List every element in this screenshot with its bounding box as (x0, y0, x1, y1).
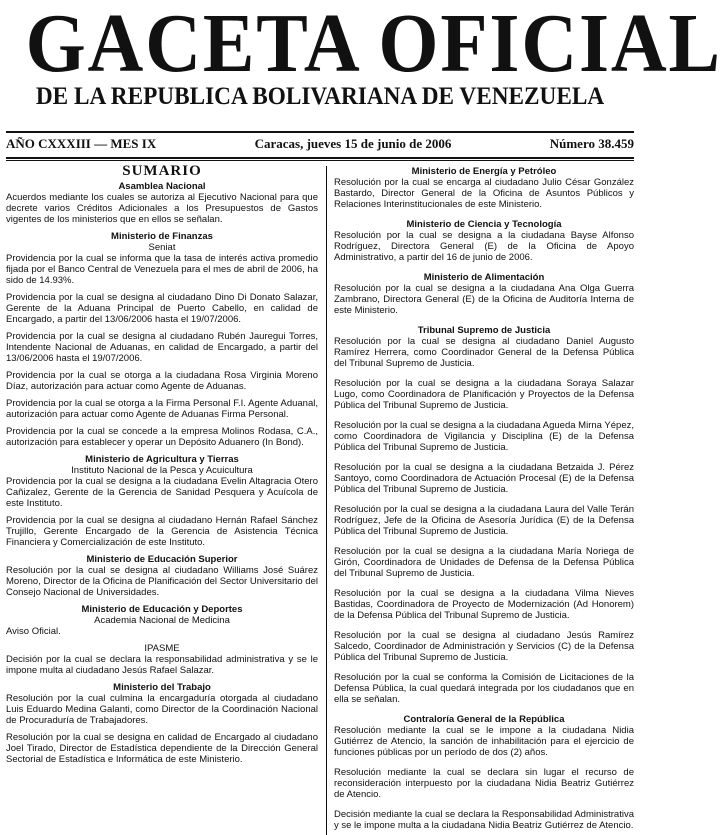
section-subheading: Instituto Nacional de la Pesca y Acuicultura (71, 465, 253, 476)
summary-item: Decisión mediante la cual se declara la Responsabilidad Administrativa y se le impone multa a la ciudadana Nidia Beatriz Gutiérrez de Atencio. (334, 809, 634, 831)
section-heading: Ministerio de Agricultura y Tierras (85, 454, 239, 465)
summary-item: Resolución por la cual se designa a la ciudadana Laura del Valle Terán Rodríguez, Jefe de la Oficina de Asesoría Jurídica (E) de la Defensa Pública del Tribunal Supremo de Justicia. (334, 504, 634, 537)
summary-item: Resolución mediante la cual se declara sin lugar el recurso de reconsideración interpuesto por la ciudadana Nidia Beatriz Gutiérrez de Atencio. (334, 767, 634, 800)
masthead-subtitle: DE LA REPUBLICA BOLIVARIANA DE VENEZUELA (35, 83, 605, 110)
issue-date: Caracas, jueves 15 de junio de 2006 (254, 136, 452, 151)
summary-item: Resolución por la cual se designa a la ciudadana Agueda Mirna Yépez, como Coordinadora de Vigilancia y Disciplina (E) de la Defensa Pública del Tribunal Supremo de Justicia. (334, 420, 634, 453)
masthead-title: GACETA OFICIAL (25, 0, 722, 90)
section-heading: Ministerio de Energía y Petróleo (411, 166, 557, 177)
summary-item: Resolución mediante la cual se le impone a la ciudadana Nidia Gutiérrez de Atencio, la sanción de inhabilitación para el ejercicio de funciones públicas por un período de dos (2) años. (334, 725, 634, 758)
section-heading: Ministerio de Finanzas (111, 231, 213, 242)
summary-item: Acuerdos mediante los cuales se autoriza al Ejecutivo Nacional para que decrete varios Créditos Adicionales a los Presupuestos de Gastos vigentes de los ministerios que en ellos se señalan. (6, 192, 318, 225)
summary-title: SUMARIO (122, 163, 202, 179)
summary-item: Resolución por la cual se designa a la ciudadana Vilma Nieves Bastidas, Coordinadora de Proyecto de Modernización (Ad Honorem) de la Defensa Pública del Tribunal Supremo de Justicia. (334, 588, 634, 621)
summary-item: Resolución por la cual se designa a la ciudadana Soraya Salazar Lugo, como Coordinadora de Planificación y Proyectos de la Defensa Pública del Tribunal Supremo de Justicia. (334, 378, 634, 411)
section-heading: IPASME (144, 643, 180, 654)
top-rule (6, 131, 634, 133)
summary-item: Resolución por la cual se designa al ciudadano Jesús Ramírez Salcedo, Coordinador de Administración y Servicios (C) de la Defensa Pública del Tribunal Supremo de Justicia. (334, 630, 634, 663)
summary-item: Providencia por la cual se designa al ciudadano Hernán Rafael Sánchez Trujillo, Gerente Encargado de la Gerencia de Asistencia Técnica Financiera y Comercialización de este Instituto. (6, 515, 318, 548)
section-heading: Ministerio de Alimentación (423, 272, 545, 283)
summary-right-column (334, 166, 634, 835)
section-subheading: Seniat (148, 242, 176, 253)
summary-left-column (6, 163, 318, 835)
bottom-rule (6, 157, 634, 159)
summary-item: Resolución por la cual culmina la encargaduría otorgada al ciudadano Luis Eduardo Medina Galanti, como Director de la Coordinación Nacional de Procuraduría de Trabajadores. (6, 693, 318, 726)
summary-item: Providencia por la cual se concede a la empresa Molinos Rodasa, C.A., autorización para establecer y operar un Depósito Aduanero (In Bond). (6, 426, 318, 448)
issue-year-month: AÑO CXXXIII — MES IX (6, 136, 157, 151)
summary-item: Resolución por la cual se designa al ciudadano Daniel Augusto Ramírez Herrera, como Coordinador General de la Defensa Pública del Tribunal Supremo de Justicia. (334, 336, 634, 369)
section-heading: Tribunal Supremo de Justicia (417, 325, 551, 336)
section-heading: Contraloría General de la República (403, 714, 565, 725)
column-divider (326, 166, 327, 835)
masthead (0, 0, 722, 128)
summary-item: Resolución por la cual se designa a la ciudadana Bayse Alfonso Rodríguez, Directora General (E) de la Oficina de Apoyo Administrativo, a partir del 16 de junio de 2006. (334, 230, 634, 263)
summary-item: Providencia por la cual se otorga a la ciudadana Rosa Virginia Moreno Díaz, autorización para actuar como Agente de Aduanas. (6, 370, 318, 392)
section-heading: Asamblea Nacional (118, 181, 206, 192)
summary-item: Providencia por la cual se designa a la ciudadana Evelin Altagracia Otero Cañizalez, Gerente de la Gerencia de Sanidad Pesquera y Acuícola de este Instituto. (6, 476, 318, 509)
section-heading: Ministerio de Educación y Deportes (81, 604, 243, 615)
summary-item: Providencia por la cual se otorga a la Firma Personal F.I. Agente Aduanal, autorización para actuar como Agente de Aduanas Firma Personal. (6, 398, 318, 420)
summary-item: Resolución por la cual se designa a la ciudadana Ana Olga Guerra Zambrano, Directora General (E) de la Oficina de Auditoría Interna de este Ministerio. (334, 283, 634, 316)
summary-item: Aviso Oficial. (6, 626, 61, 637)
issue-number: Número 38.459 (549, 136, 634, 151)
summary-item: Resolución por la cual se designa a la ciudadana María Noriega de Girón, Coordinadora de Unidades de Defensa de la Defensa Pública del Tribunal Supremo de Justicia. (334, 546, 634, 579)
section-heading: Ministerio de Ciencia y Tecnología (406, 219, 562, 230)
issue-line (6, 134, 634, 154)
section-heading: Ministerio del Trabajo (113, 682, 211, 693)
section-subheading: Academia Nacional de Medicina (94, 615, 230, 626)
summary-item: Resolución por la cual se encarga al ciudadano Julio César González Bastardo, Director General de la Oficina de Asuntos Públicos y Relaciones Interinstitucionales de este Ministerio. (334, 177, 634, 210)
summary-item: Providencia por la cual se designa al ciudadano Dino Di Donato Salazar, Gerente de la Aduana Principal de Puerto Cabello, en calidad de Encargado, a partir del 13/06/2006 hasta el 19/07/2006. (6, 292, 318, 325)
bottom-rule-thin (6, 160, 634, 161)
summary-item: Resolución por la cual se designa en calidad de Encargado al ciudadano Joel Tirado, Director de Estadística dependiente de la Dirección General Sectorial de Estadística e Informática de este Ministerio. (6, 732, 318, 765)
summary-item: Providencia por la cual se designa al ciudadano Rubén Jauregui Torres, Intendente Nacional de Aduanas, en calidad de Encargado, a partir del 13/06/2006 hasta el 19/07/2006. (6, 331, 318, 364)
summary-item: Resolución por la cual se conforma la Comisión de Licitaciones de la Defensa Pública, la cual quedará integrada por los ciudadanos que en ella se señalan. (334, 672, 634, 705)
summary-item: Providencia por la cual se informa que la tasa de interés activa promedio fijada por el Banco Central de Venezuela para el mes de abril de 2006, ha sido de 14.93%. (6, 253, 318, 286)
section-heading: Ministerio de Educación Superior (86, 554, 238, 565)
summary-item: Decisión por la cual se declara la responsabilidad administrativa y se le impone multa al ciudadano Jesús Rafael Salazar. (6, 654, 318, 676)
summary-item: Resolución por la cual se designa a la ciudadana Betzaida J. Pérez Santoyo, como Coordinadora de Actuación Procesal (E) de la Defensa Pública del Tribunal Supremo de Justicia. (334, 462, 634, 495)
summary-item: Resolución por la cual se designa al ciudadano Williams José Suárez Moreno, Director de la Oficina de Planificación del Sector Universitario del Consejo Nacional de Universidades. (6, 565, 318, 598)
